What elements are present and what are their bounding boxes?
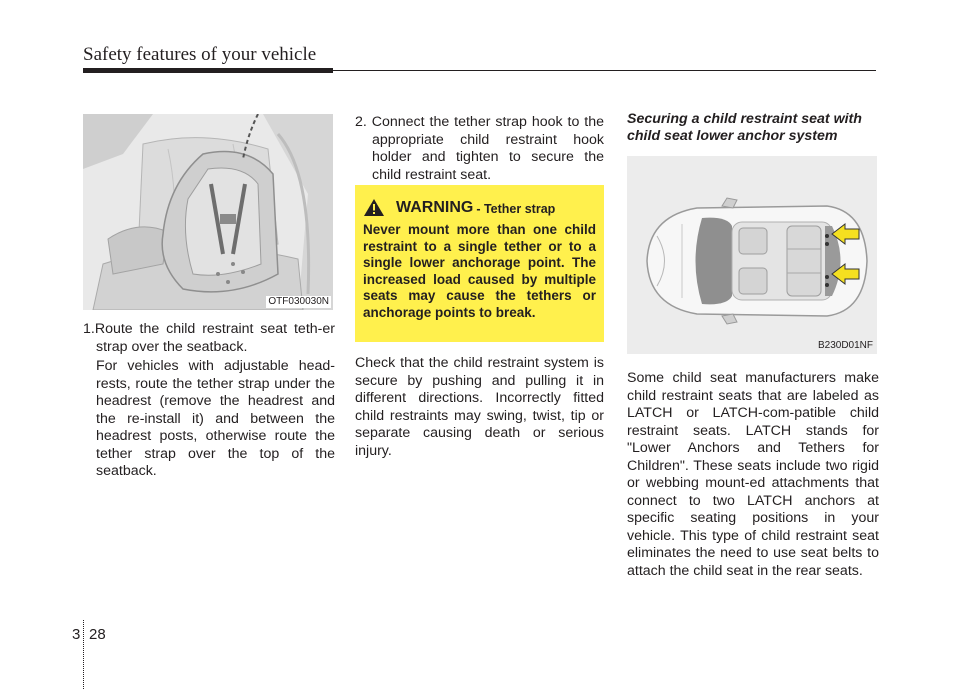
- car-top-view-illustration: [627, 156, 877, 354]
- figure-code: OTF030030N: [268, 296, 329, 307]
- page-number: 28: [89, 626, 106, 643]
- warning-triangle-icon: [363, 198, 385, 217]
- step-1: 1.Route the child restraint seat teth-er strap over the seatback.: [83, 321, 335, 355]
- section-header-title: Safety features of your vehicle: [83, 44, 317, 65]
- latch-text: Some child seat manufacturers make child restraint seats that are labeled as LATCH or LATCH-com-patible child restraint seats. LATCH stands for "Lower Anchors and Tethers for Children". These seats include two rigid or webbing mount-ed attachments that connect to two LATCH anchors at specific seating positions in your vehicle. This type of child restraint seat eliminates the need to use seat belts to attach the child seat in the rear seats.: [627, 370, 879, 579]
- child-seat-illustration: [83, 114, 333, 310]
- latch-paragraph: [627, 370, 879, 580]
- check-text: Check that the child restraint system is secure by pushing and pulling it in different directions. Incorrectly fitted child restraints may swing, twist, tip or separate causing death or serious injury.: [355, 355, 604, 459]
- footer-divider: [83, 620, 85, 689]
- warning-subtitle: - Tether strap: [476, 201, 556, 216]
- figure-code: B230D01NF: [817, 340, 873, 351]
- step-2-text: [355, 114, 604, 184]
- warning-title: WARNING: [396, 198, 474, 216]
- warning-box: [355, 185, 604, 342]
- headrest-paragraph: For vehicles with adjustable head-rests, route the tether strap under the headrest (remove the headrest and the re-install it) and between the headrest posts, otherwise route the tether strap over the top of the seatback.: [96, 358, 335, 479]
- header-rule-thick: [83, 68, 333, 73]
- latch-section-title: Securing a child restraint seat with child seat lower anchor system: [627, 111, 862, 144]
- check-paragraph: [355, 355, 604, 460]
- warning-body: Never mount more than one child restraint to a single tether or to a single lower anchorage point. The increased load caused by multiple seats may cause the tethers or anchorage points to break.: [363, 222, 596, 320]
- warning-header: [363, 198, 555, 217]
- column-1-text: [83, 321, 335, 481]
- header-rule-thin: [333, 70, 876, 71]
- step-2: 2. Connect the tether strap hook to the appropriate child restraint hook holder and tighten to secure the child restraint seat.: [355, 114, 604, 183]
- chapter-number: 3: [72, 626, 81, 643]
